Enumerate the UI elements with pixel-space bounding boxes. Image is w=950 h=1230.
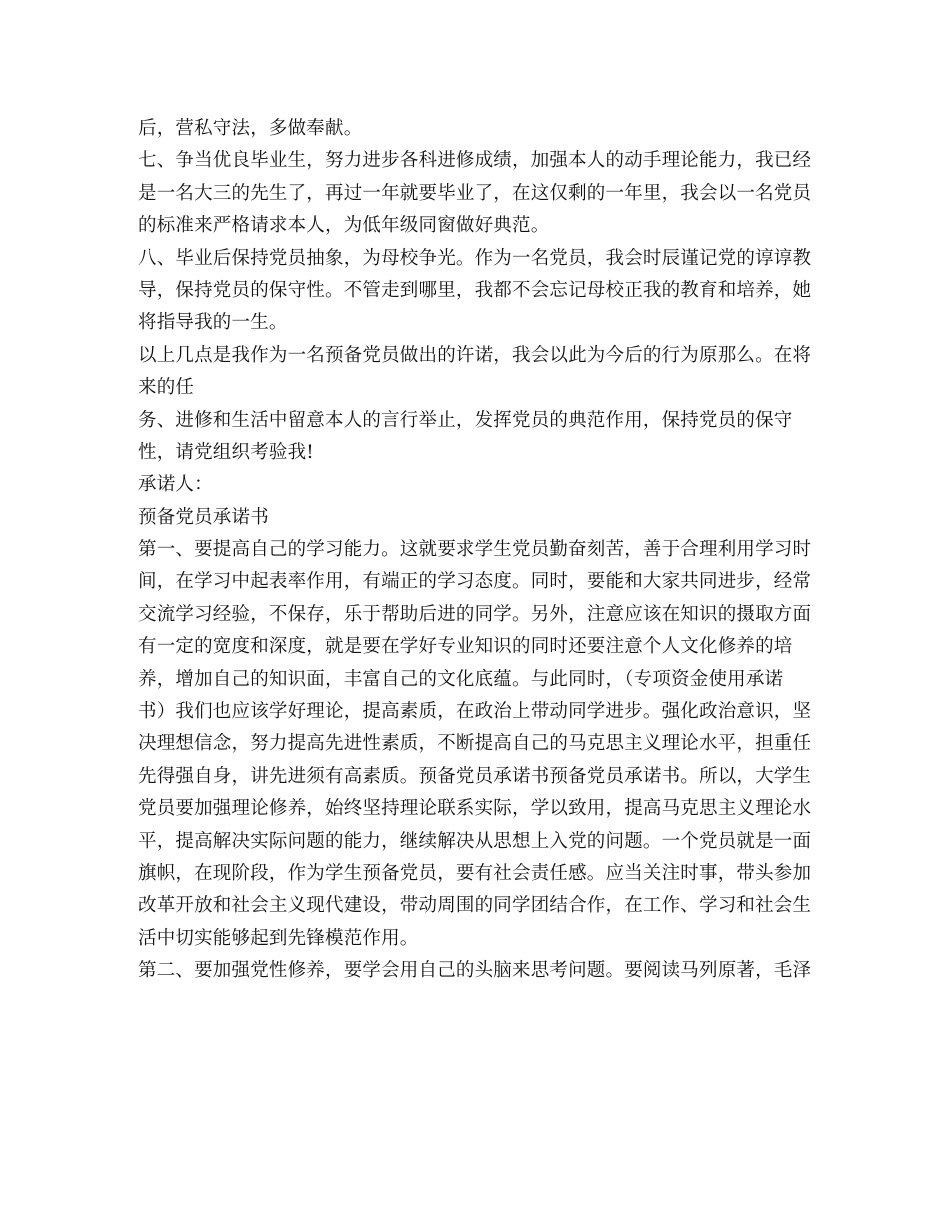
text-line: 八、毕业后保持党员抽象，为母校争光。作为一名党员，我会时辰谨记党的谆谆教 xyxy=(138,247,812,269)
text-line: 旗帜，在现阶段，作为学生预备党员，要有社会责任感。应当关注时事，带头参加 xyxy=(138,862,812,884)
text-line: 第二、要加强党性修养，要学会用自己的头脑来思考问题。要阅读马列原著，毛泽 xyxy=(138,960,812,982)
text-line: 将指导我的一生。 xyxy=(138,312,288,334)
text-line: 先得强自身，讲先进须有高素质。预备党员承诺书预备党员承诺书。所以，大学生 xyxy=(138,765,812,787)
text-line: 间，在学习中起表率作用，有端正的学习态度。同时，要能和大家共同进步，经常 xyxy=(138,571,812,593)
text-line: 第一、要提高自己的学习能力。这就要求学生党员勤奋刻苦，善于合理利用学习时 xyxy=(138,539,812,561)
text-line: 导，保持党员的保守性。不管走到哪里，我都不会忘记母校正我的教育和培养，她 xyxy=(138,279,812,301)
document-body xyxy=(138,113,818,988)
text-line: 后，营私守法，多做奉献。 xyxy=(138,118,363,139)
text-line: 养，增加自己的知识面，丰富自己的文化底蕴。与此同时，（专项资金使用承诺 xyxy=(138,668,784,690)
text-line: 以上几点是我作为一名预备党员做出的许诺，我会以此为今后的行为原那么。在将 xyxy=(138,344,812,366)
text-line: 交流学习经验，不保存，乐于帮助后进的同学。另外，注意应该在知识的摄取方面 xyxy=(138,603,812,625)
text-line: 有一定的宽度和深度，就是要在学好专业知识的同时还要注意个人文化修养的培 xyxy=(138,636,793,658)
text-line: 七、争当优良毕业生，努力进步各科进修成绩，加强本人的动手理论能力，我已经 xyxy=(138,150,812,172)
text-line: 书）我们也应该学好理论，提高素质，在政治上带动同学进步。强化政治意识，坚 xyxy=(138,701,812,723)
text-line: 活中切实能够起到先锋模范作用。 xyxy=(138,927,419,949)
text-line: 是一名大三的先生了，再过一年就要毕业了，在这仅剩的一年里，我会以一名党员 xyxy=(138,182,812,204)
text-line: 决理想信念，努力提高先进性素质，不断提高自己的马克思主义理论水平，担重任 xyxy=(138,733,812,755)
text-line: 务、进修和生活中留意本人的言行举止，发挥党员的典范作用，保持党员的保守 xyxy=(138,409,793,431)
text-line: 平，提高解决实际问题的能力，继续解决从思想上入党的问题。一个党员就是一面 xyxy=(138,830,812,852)
text-line: 的标准来严格请求本人，为低年级同窗做好典范。 xyxy=(138,215,550,237)
text-line: 性，请党组织考验我! xyxy=(138,441,314,463)
text-line: 党员要加强理论修养，始终坚持理论联系实际，学以致用，提高马克思主义理论水 xyxy=(138,798,812,820)
signature-label: 承诺人： xyxy=(138,474,213,496)
text-line: 改革开放和社会主义现代建设，带动周围的同学团结合作，在工作、学习和社会生 xyxy=(138,895,812,917)
section-title: 预备党员承诺书 xyxy=(138,506,269,528)
text-line: 来的任 xyxy=(138,377,195,399)
